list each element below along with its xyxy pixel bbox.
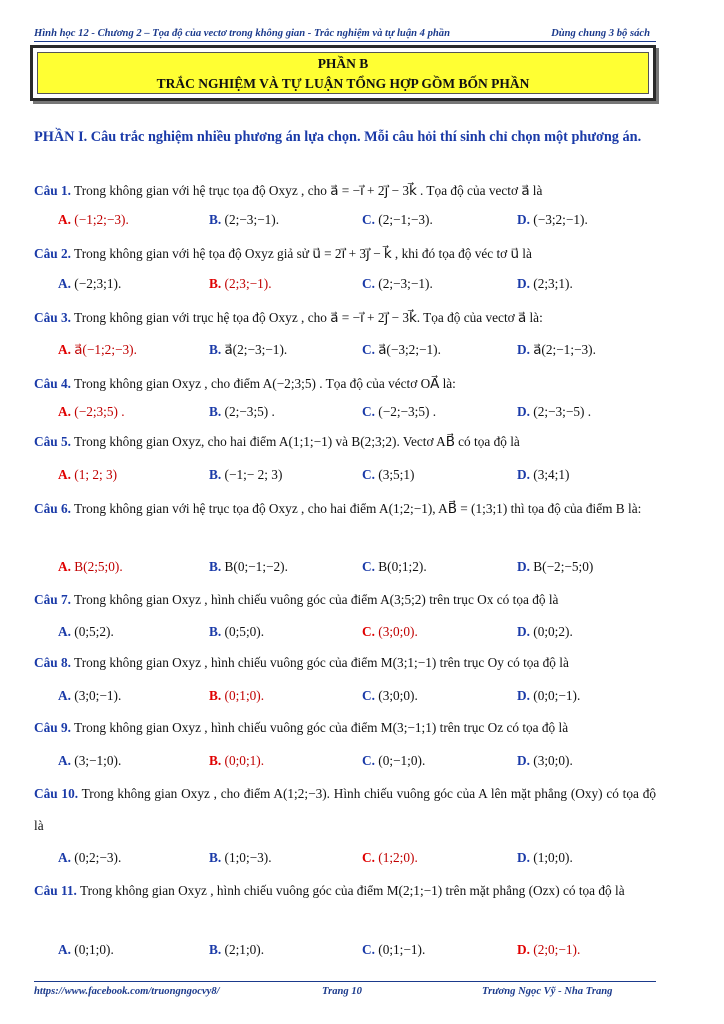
question-text: Trong không gian Oxyz , cho điểm A(−2;3;5) . Tọa độ của véctơ OA⃗ là: <box>70 376 456 391</box>
question-number: Câu 2. <box>34 246 71 261</box>
answer-option-b[interactable] <box>209 559 288 575</box>
page-number: Trang 10 <box>322 986 362 997</box>
option-value: B(−2;−5;0) <box>533 559 594 574</box>
option-value: (0;1;−1). <box>378 942 426 957</box>
question-number: Câu 9. <box>34 720 71 735</box>
answer-option-a[interactable] <box>58 342 137 358</box>
answer-option-b[interactable] <box>209 276 272 292</box>
option-value: (3;0;0). <box>533 753 573 768</box>
section-banner <box>30 45 656 101</box>
question-number: Câu 4. <box>34 376 71 391</box>
question-text: Trong không gian với hệ tọa độ Oxyz giả sử u⃗ = 2i⃗ + 3j⃗ − k⃗ , khi đó tọa độ véc tơ u⃗ là <box>70 246 532 261</box>
option-value: (2;3;−1). <box>224 276 272 291</box>
option-letter: B. <box>209 467 225 482</box>
option-value: (−2;−3;5) . <box>378 404 437 419</box>
option-value: (2;3;1). <box>533 276 573 291</box>
answer-option-a[interactable] <box>58 276 121 292</box>
option-letter: A. <box>58 342 75 357</box>
option-letter: D. <box>517 624 534 639</box>
option-letter: B. <box>209 942 225 957</box>
question-number: Câu 1. <box>34 183 71 198</box>
option-value: (0;1;0). <box>74 942 114 957</box>
answer-option-d[interactable] <box>517 342 596 358</box>
option-letter: C. <box>362 624 379 639</box>
answer-option-d[interactable] <box>517 212 588 228</box>
option-letter: D. <box>517 467 534 482</box>
footer-link[interactable]: https://www.facebook.com/truongngocvy8/ <box>34 986 220 997</box>
option-value: a⃗(2;−3;−1). <box>224 342 288 357</box>
question-number: Câu 6. <box>34 501 71 516</box>
option-letter: D. <box>517 559 534 574</box>
option-letter: D. <box>517 850 534 865</box>
answer-option-a[interactable] <box>58 559 123 575</box>
answer-option-a[interactable] <box>58 753 121 769</box>
option-value: (0;2;−3). <box>74 850 122 865</box>
option-letter: D. <box>517 688 534 703</box>
option-value: (0;5;0). <box>224 624 265 639</box>
answer-option-b[interactable] <box>209 624 264 640</box>
answer-option-b[interactable] <box>209 212 279 228</box>
option-letter: B. <box>209 753 225 768</box>
option-letter: A. <box>58 624 75 639</box>
question-stem <box>34 720 656 735</box>
question-text: Trong không gian Oxyz , hình chiếu vuông góc của điểm M(3;1;−1) trên trục Oy có tọa độ là <box>70 655 569 670</box>
answer-option-c[interactable] <box>362 559 427 575</box>
banner-title: PHẦN B <box>317 56 369 71</box>
answer-option-a[interactable] <box>58 942 114 958</box>
page-header <box>34 28 656 42</box>
question-stem <box>34 183 656 198</box>
question-number: Câu 10. <box>34 786 79 801</box>
option-letter: B. <box>209 559 225 574</box>
question-text: Trong không gian với trục hệ tọa độ Oxyz , cho a⃗ = −i⃗ + 2j⃗ − 3k⃗. Tọa độ của vectơ a⃗ là: <box>70 310 543 325</box>
option-value: (0;0;2). <box>533 624 573 639</box>
option-letter: D. <box>517 342 534 357</box>
option-value: (3;−1;0). <box>74 753 122 768</box>
option-value: (−2;3;1). <box>74 276 122 291</box>
option-value: a⃗(−1;2;−3). <box>74 342 137 357</box>
answer-option-a[interactable] <box>58 688 121 704</box>
option-value: (3;4;1) <box>533 467 570 482</box>
option-letter: C. <box>362 404 379 419</box>
question-stem <box>34 310 656 325</box>
option-letter: A. <box>58 942 75 957</box>
option-value: (0;0;−1). <box>533 688 581 703</box>
answer-option-d[interactable] <box>517 467 569 483</box>
answer-option-b[interactable] <box>209 688 264 704</box>
answer-option-c[interactable] <box>362 753 425 769</box>
option-value: (3;0;0). <box>378 624 418 639</box>
header-left: Hình học 12 - Chương 2 – Tọa độ của vectơ trong không gian - Trắc nghiệm và tự luận 4 phần <box>34 28 450 39</box>
answer-option-c[interactable] <box>362 467 414 483</box>
answer-option-a[interactable] <box>58 467 117 483</box>
option-value: a⃗(2;−1;−3). <box>533 342 596 357</box>
section-intro: PHẦN I. Câu trắc nghiệm nhiều phương án lựa chọn. Mỗi câu hỏi thí sinh chỉ chọn một phương án. <box>34 129 642 145</box>
option-letter: B. <box>209 404 225 419</box>
option-letter: A. <box>58 753 75 768</box>
option-value: (1; 2; 3) <box>74 467 118 482</box>
option-value: (0;1;0). <box>224 688 265 703</box>
question-number: Câu 7. <box>34 592 71 607</box>
answer-option-c[interactable] <box>362 212 433 228</box>
option-value: (0;−1;0). <box>378 753 426 768</box>
answer-option-b[interactable] <box>209 342 287 358</box>
question-stem <box>34 875 656 907</box>
answer-option-a[interactable] <box>58 404 125 420</box>
answer-option-a[interactable] <box>58 850 121 866</box>
option-value: (2;−1;−3). <box>378 212 433 227</box>
answer-option-d[interactable] <box>517 559 593 575</box>
option-value: (0;0;1). <box>224 753 265 768</box>
option-letter: B. <box>209 624 225 639</box>
option-letter: B. <box>209 342 225 357</box>
question-stem <box>34 655 656 670</box>
option-value: a⃗(−3;2;−1). <box>378 342 441 357</box>
option-value: (3;5;1) <box>378 467 415 482</box>
answer-option-c[interactable] <box>362 624 418 640</box>
option-letter: D. <box>517 404 534 419</box>
question-text: Trong không gian Oxyz, cho hai điểm A(1;1;−1) và B(2;3;2). Vectơ AB⃗ có tọa độ là <box>70 434 520 449</box>
option-letter: D. <box>517 942 534 957</box>
question-stem <box>34 376 656 391</box>
option-letter: D. <box>517 212 534 227</box>
header-right: Dùng chung 3 bộ sách <box>551 28 650 39</box>
answer-option-d[interactable] <box>517 753 573 769</box>
footer-author: Trương Ngọc Vỹ - Nha Trang <box>482 986 613 997</box>
question-stem <box>34 493 656 525</box>
footer-divider <box>34 981 656 982</box>
option-letter: B. <box>209 212 225 227</box>
question-text: Trong không gian Oxyz , hình chiếu vuông góc của điểm M(2;1;−1) trên mặt phẳng (Ozx) có tọa độ là <box>76 883 625 898</box>
option-letter: A. <box>58 559 75 574</box>
answer-option-c[interactable] <box>362 404 436 420</box>
question-number: Câu 3. <box>34 310 71 325</box>
question-number: Câu 11. <box>34 883 77 898</box>
option-letter: A. <box>58 850 75 865</box>
option-value: (2;0;−1). <box>533 942 581 957</box>
option-value: (2;1;0). <box>224 942 265 957</box>
option-value: (3;0;0). <box>378 688 418 703</box>
question-stem <box>34 592 656 607</box>
answer-option-b[interactable] <box>209 404 275 420</box>
question-number: Câu 5. <box>34 434 71 449</box>
option-letter: A. <box>58 212 75 227</box>
option-letter: D. <box>517 753 534 768</box>
answer-option-d[interactable] <box>517 942 580 958</box>
question-text: Trong không gian Oxyz , cho điểm A(1;2;−3). Hình chiếu vuông góc của A lên mặt phẳng (Oxy) có tọa độ là <box>34 786 656 833</box>
option-value: (0;5;2). <box>74 624 114 639</box>
option-value: (1;0;−3). <box>224 850 272 865</box>
answer-option-c[interactable] <box>362 688 418 704</box>
question-text: Trong không gian với hệ trục tọa độ Oxyz , cho hai điểm A(1;2;−1), AB⃗ = (1;3;1) thì tọa độ của điểm B là: <box>70 501 642 516</box>
option-letter: A. <box>58 467 75 482</box>
banner-subtitle: TRẮC NGHIỆM VÀ TỰ LUẬN TỔNG HỢP GỒM BỐN PHẦN <box>156 76 530 91</box>
option-value: (−1;− 2; 3) <box>224 467 283 482</box>
option-letter: C. <box>362 753 379 768</box>
option-letter: D. <box>517 276 534 291</box>
option-letter: B. <box>209 688 225 703</box>
answer-option-c[interactable] <box>362 342 441 358</box>
answer-option-d[interactable] <box>517 624 573 640</box>
option-value: (−3;2;−1). <box>533 212 588 227</box>
option-letter: C. <box>362 850 379 865</box>
option-value: (3;0;−1). <box>74 688 122 703</box>
option-value: (2;−3;−5) . <box>533 404 592 419</box>
answer-option-b[interactable] <box>209 850 272 866</box>
option-value: (1;2;0). <box>378 850 418 865</box>
option-value: B(0;−1;−2). <box>224 559 288 574</box>
answer-option-c[interactable] <box>362 942 425 958</box>
answer-option-b[interactable] <box>209 942 264 958</box>
question-stem <box>34 778 656 842</box>
option-value: (2;−3;−1). <box>378 276 433 291</box>
question-number: Câu 8. <box>34 655 71 670</box>
option-letter: C. <box>362 342 379 357</box>
option-letter: C. <box>362 276 379 291</box>
answer-option-d[interactable] <box>517 404 591 420</box>
question-stem <box>34 434 656 449</box>
question-text: Trong không gian với hệ trục tọa độ Oxyz , cho a⃗ = −i⃗ + 2j⃗ − 3k⃗ . Tọa độ của vectơ a⃗ là <box>70 183 543 198</box>
option-letter: B. <box>209 276 225 291</box>
option-letter: A. <box>58 404 75 419</box>
option-value: (2;−3;5) . <box>224 404 275 419</box>
answer-option-a[interactable] <box>58 624 114 640</box>
option-letter: B. <box>209 850 225 865</box>
option-letter: A. <box>58 276 75 291</box>
option-value: (2;−3;−1). <box>224 212 280 227</box>
option-letter: C. <box>362 942 379 957</box>
option-value: (1;0;0). <box>533 850 573 865</box>
answer-option-d[interactable] <box>517 688 580 704</box>
answer-option-d[interactable] <box>517 276 573 292</box>
option-letter: C. <box>362 688 379 703</box>
answer-option-b[interactable] <box>209 467 282 483</box>
answer-option-c[interactable] <box>362 276 433 292</box>
answer-option-d[interactable] <box>517 850 573 866</box>
option-value: (−2;3;5) . <box>74 404 125 419</box>
answer-option-c[interactable] <box>362 850 418 866</box>
question-text: Trong không gian Oxyz , hình chiếu vuông góc của điểm M(3;−1;1) trên trục Oz có tọa độ là <box>70 720 569 735</box>
option-letter: C. <box>362 559 379 574</box>
option-letter: C. <box>362 467 379 482</box>
question-text: Trong không gian Oxyz , hình chiếu vuông góc của điểm A(3;5;2) trên trục Ox có tọa độ là <box>70 592 559 607</box>
option-letter: A. <box>58 688 75 703</box>
header-divider <box>34 41 656 42</box>
option-value: B(2;5;0). <box>74 559 123 574</box>
question-stem <box>34 246 656 261</box>
answer-option-b[interactable] <box>209 753 264 769</box>
option-value: B(0;1;2). <box>378 559 427 574</box>
option-value: (−1;2;−3). <box>74 212 129 227</box>
answer-option-a[interactable] <box>58 212 129 228</box>
option-letter: C. <box>362 212 379 227</box>
